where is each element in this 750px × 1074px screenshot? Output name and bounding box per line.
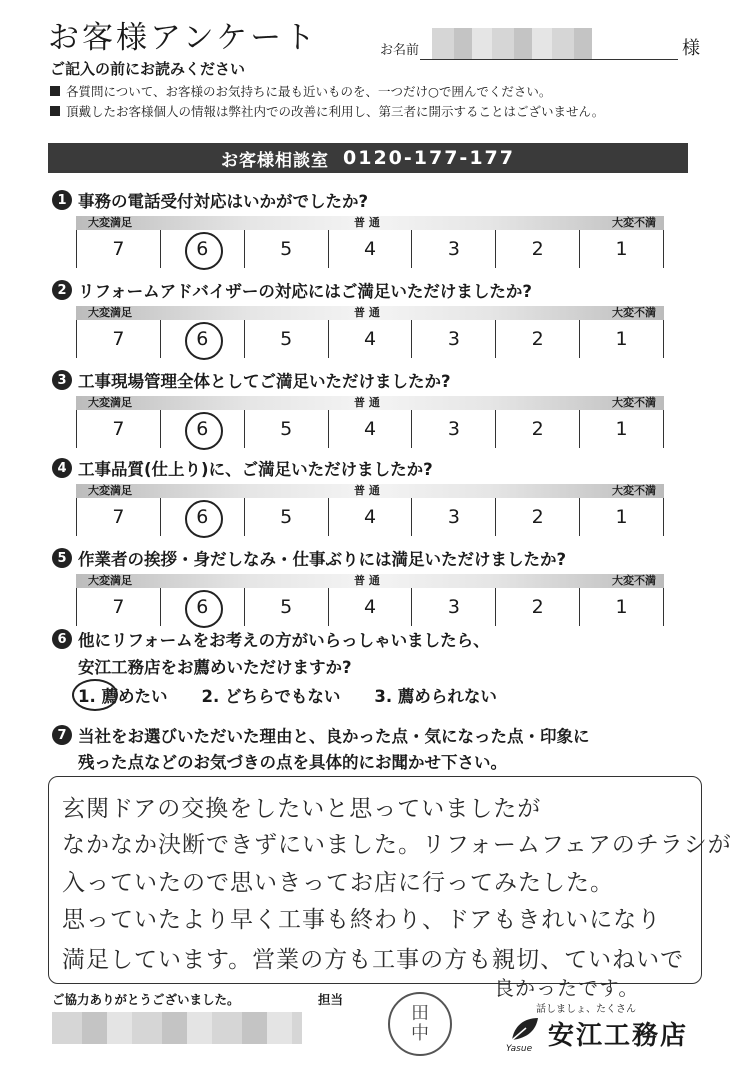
- scale-low-label: 大変不満: [612, 574, 656, 587]
- question-4-heading: [52, 456, 433, 480]
- scale-high-label: 大変満足: [88, 306, 132, 319]
- scale-low-label: 大変不満: [612, 484, 656, 497]
- question-number: 1: [52, 190, 72, 210]
- comment-line: 良かったです。: [494, 976, 640, 1000]
- rating-option[interactable]: 7: [76, 410, 160, 448]
- question-number: 6: [52, 629, 72, 649]
- redacted-name: [432, 28, 592, 60]
- honorific: 様: [682, 38, 700, 59]
- question-6-heading: 6 他にリフォームをお考えの方がいらっしゃいましたら、: [52, 627, 490, 651]
- rating-option[interactable]: 3: [411, 230, 495, 268]
- question-6-options: [78, 683, 531, 707]
- rating-option[interactable]: 5: [244, 498, 328, 536]
- consultation-phone: 0120-177-177: [343, 147, 515, 169]
- selection-circle: [185, 590, 223, 628]
- rating-option[interactable]: 7: [76, 498, 160, 536]
- rating-option[interactable]: 1: [579, 230, 664, 268]
- rating-option[interactable]: 4: [328, 410, 412, 448]
- rating-option[interactable]: 6: [160, 230, 244, 268]
- question-7-heading: 7 当社をお選びいただいた理由と、良かった点・気になった点・印象に: [52, 723, 590, 747]
- scale-mid-label: 普 通: [354, 396, 380, 409]
- question-text: 工事現場管理全体としてご満足いただけましたか?: [78, 372, 451, 391]
- rating-option[interactable]: 2: [495, 320, 579, 358]
- instruction-item: 各質問について、お客様のお気持ちに最も近いものを、一つだけ○で囲んでください。: [50, 82, 551, 100]
- selection-circle: [185, 322, 223, 360]
- rating-option[interactable]: 4: [328, 230, 412, 268]
- consultation-label: お客様相談室: [221, 150, 329, 171]
- comment-line: 満足しています。営業の方も工事の方も親切、ていねいで: [62, 947, 685, 973]
- scale-high-label: 大変満足: [88, 484, 132, 497]
- rating-option[interactable]: 2: [495, 230, 579, 268]
- scale-high-label: 大変満足: [88, 574, 132, 587]
- scale-cells: [76, 588, 664, 626]
- question-number: 7: [52, 725, 72, 745]
- survey-title: お客様アンケート: [48, 20, 319, 56]
- name-field: [380, 32, 700, 60]
- rating-option[interactable]: 1: [579, 320, 664, 358]
- scale-cells: [76, 230, 664, 268]
- rating-option[interactable]: 2: [495, 588, 579, 626]
- selection-circle: [185, 412, 223, 450]
- thanks-text: ご協力ありがとうございました。: [52, 992, 240, 1007]
- rating-option[interactable]: 7: [76, 230, 160, 268]
- scale-cells: [76, 410, 664, 448]
- rating-option[interactable]: 3: [411, 410, 495, 448]
- redacted-info: [52, 1012, 302, 1044]
- question-1-heading: [52, 188, 368, 212]
- question-7-line2: 残った点などのお気づきの点を具体的にお聞かせ下さい。: [78, 753, 507, 772]
- rating-scale: [76, 396, 664, 448]
- selection-circle: [185, 232, 223, 270]
- scale-low-label: 大変不満: [612, 306, 656, 319]
- rating-option[interactable]: 7: [76, 320, 160, 358]
- instruction-item: 頂戴したお客様個人の情報は弊社内での改善に利用し、第三者に開示することはございません。: [50, 102, 604, 120]
- scale-mid-label: 普 通: [354, 484, 380, 497]
- rating-option[interactable]: 2: [495, 498, 579, 536]
- rating-scale: [76, 484, 664, 536]
- scale-mid-label: 普 通: [354, 574, 380, 587]
- comment-line: 入っていたので思いきってお店に行ってみたした。: [62, 870, 614, 896]
- name-underline: [420, 59, 678, 60]
- selection-circle: [185, 500, 223, 538]
- staff-label: 担当: [318, 992, 344, 1007]
- question-text: リフォームアドバイザーの対応にはご満足いただけましたか?: [78, 282, 532, 301]
- question-text: 工事品質(仕上り)に、ご満足いただけましたか?: [78, 460, 433, 479]
- rating-option[interactable]: 5: [244, 410, 328, 448]
- question-text: 事務の電話受付対応はいかがでしたか?: [78, 192, 369, 211]
- comment-line: なかなか決断できずにいました。リフォームフェアのチラシが: [62, 832, 732, 858]
- rating-option[interactable]: 5: [244, 230, 328, 268]
- company-name: 安江工務店: [548, 1021, 689, 1051]
- option-recommend[interactable]: 1. 薦めたい: [78, 683, 168, 707]
- rating-option[interactable]: 5: [244, 588, 328, 626]
- rating-option[interactable]: 3: [411, 498, 495, 536]
- comment-line: 玄関ドアの交換をしたいと思っていましたが: [62, 796, 542, 822]
- question-number: 2: [52, 280, 72, 300]
- consultation-bar: [48, 143, 688, 173]
- logo-text: Yasue: [506, 1044, 533, 1054]
- question-2-heading: [52, 278, 532, 302]
- rating-option[interactable]: 2: [495, 410, 579, 448]
- question-3-heading: [52, 368, 451, 392]
- rating-option[interactable]: 3: [411, 588, 495, 626]
- question-number: 4: [52, 458, 72, 478]
- bullet-square-icon: [50, 86, 60, 96]
- rating-option[interactable]: 6: [160, 320, 244, 358]
- bullet-square-icon: [50, 106, 60, 116]
- rating-option[interactable]: 1: [579, 410, 664, 448]
- rating-scale: [76, 574, 664, 626]
- scale-low-label: 大変不満: [612, 396, 656, 409]
- scale-cells: [76, 320, 664, 358]
- question-number: 3: [52, 370, 72, 390]
- rating-option[interactable]: 4: [328, 498, 412, 536]
- rating-scale: [76, 306, 664, 358]
- staff-seal-stamp: 田 中: [388, 992, 452, 1056]
- option-neutral[interactable]: 2. どちらでもない: [201, 687, 341, 706]
- rating-option[interactable]: 4: [328, 588, 412, 626]
- question-number: 5: [52, 548, 72, 568]
- selection-circle: [72, 679, 118, 711]
- question-text: 作業者の挨拶・身だしなみ・仕事ぶりには満足いただけましたか?: [78, 550, 567, 569]
- scale-high-label: 大変満足: [88, 396, 132, 409]
- scale-mid-label: 普 通: [354, 216, 380, 229]
- instructions-heading: ご記入の前にお読みください: [50, 60, 246, 78]
- rating-option[interactable]: 6: [160, 588, 244, 626]
- rating-option[interactable]: 4: [328, 320, 412, 358]
- name-label: お名前: [380, 43, 420, 58]
- scale-cells: [76, 498, 664, 536]
- rating-scale: [76, 216, 664, 268]
- question-6-line2: 安江工務店をお薦めいただけますか?: [78, 658, 352, 677]
- catchphrase: 話しましょ、たくさん: [536, 1004, 636, 1015]
- comment-line: 思っていたより早く工事も終わり、ドアもきれいになり: [62, 907, 662, 933]
- rating-option[interactable]: 6: [160, 498, 244, 536]
- question-5-heading: [52, 546, 566, 570]
- rating-option[interactable]: 7: [76, 588, 160, 626]
- rating-option[interactable]: 3: [411, 320, 495, 358]
- scale-mid-label: 普 通: [354, 306, 380, 319]
- company-logo-icon: [508, 1014, 542, 1044]
- rating-option[interactable]: 5: [244, 320, 328, 358]
- rating-option[interactable]: 1: [579, 498, 664, 536]
- rating-option[interactable]: 6: [160, 410, 244, 448]
- option-not-recommend[interactable]: 3. 薦められない: [374, 687, 497, 706]
- scale-low-label: 大変不満: [612, 216, 656, 229]
- rating-option[interactable]: 1: [579, 588, 664, 626]
- scale-high-label: 大変満足: [88, 216, 132, 229]
